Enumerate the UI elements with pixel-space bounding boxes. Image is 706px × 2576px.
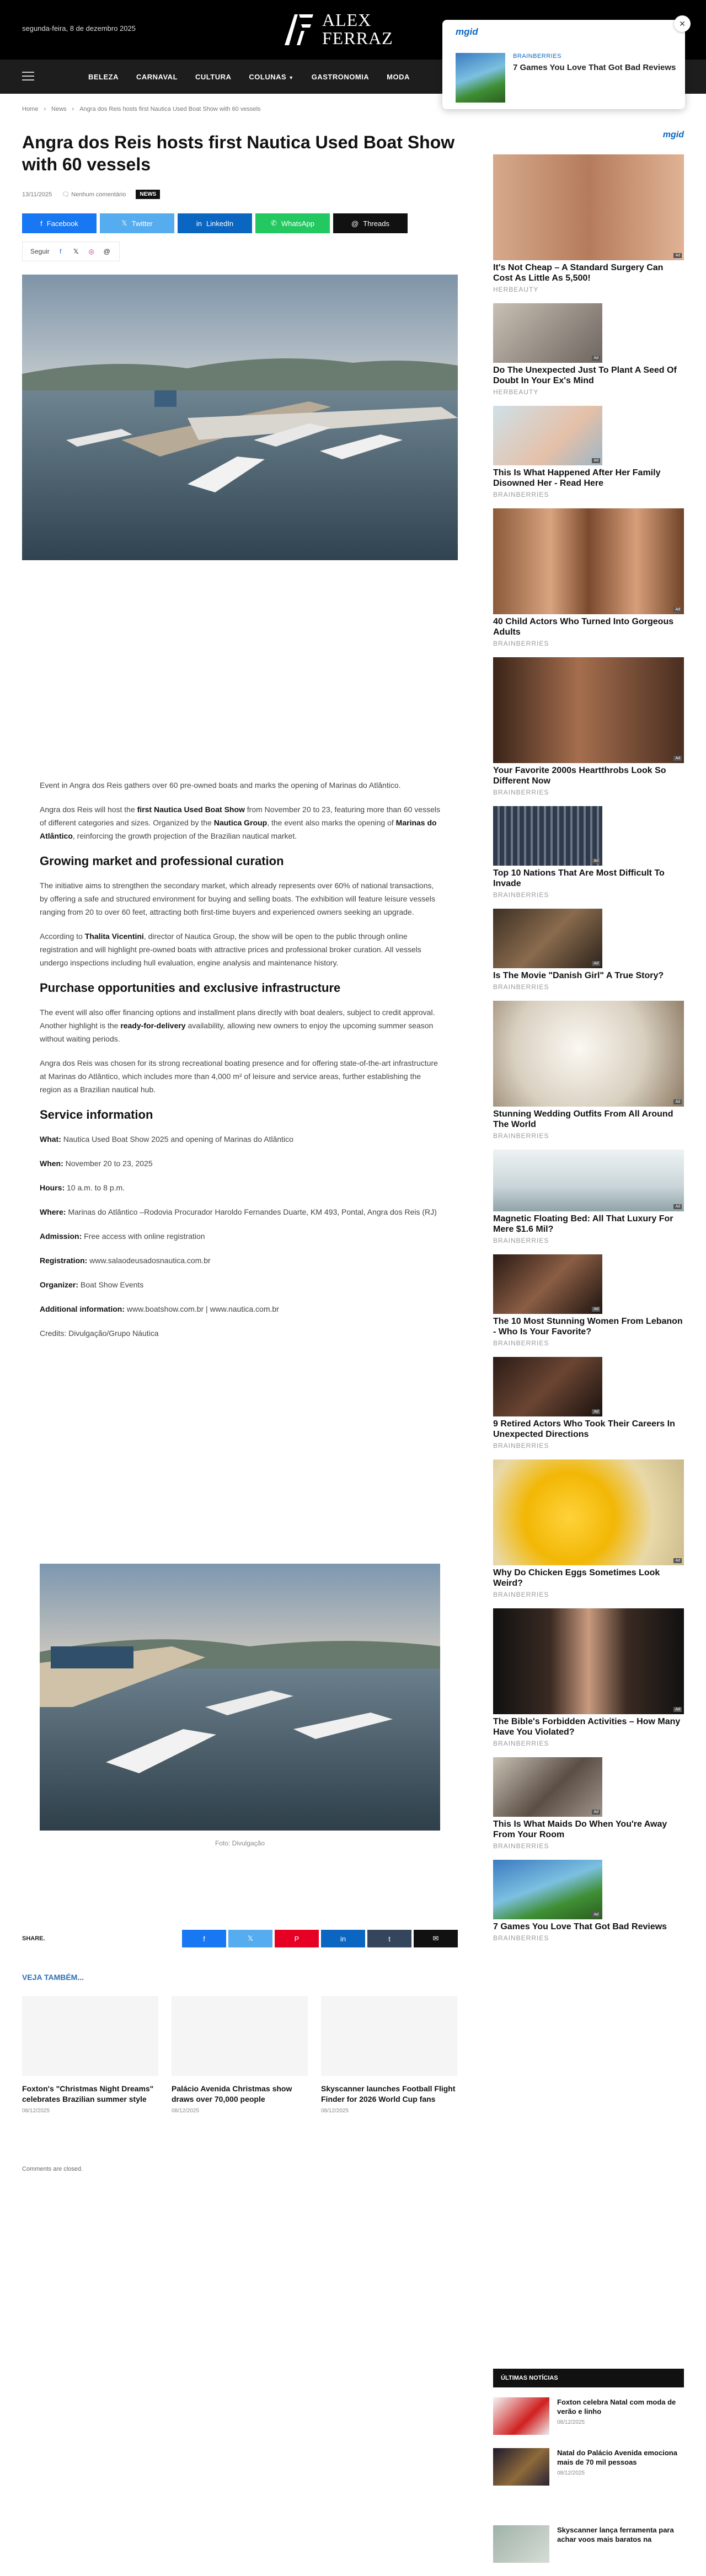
related-heading: VEJA TAMBÉM... bbox=[22, 1973, 84, 1982]
ad-title[interactable]: This Is What Maids Do When You're Away From Your Room bbox=[493, 1820, 667, 1839]
nav-item-beleza[interactable]: BELEZA bbox=[88, 72, 119, 81]
related-date: 08/12/2025 bbox=[321, 2108, 349, 2114]
tumblr-icon[interactable]: t bbox=[367, 1930, 411, 1947]
x-icon: 𝕏 bbox=[121, 219, 127, 227]
ad-thumbnail[interactable] bbox=[493, 508, 684, 614]
category-badge[interactable]: NEWS bbox=[136, 190, 160, 199]
info-value: Free access with online registration bbox=[82, 1232, 205, 1241]
sponsored-ad[interactable] bbox=[493, 806, 684, 899]
chevron-down-icon: ▼ bbox=[288, 74, 294, 80]
related-thumbnail[interactable] bbox=[22, 1996, 158, 2076]
mgid-logo: mgid bbox=[456, 26, 478, 37]
sidebar-ads bbox=[493, 154, 684, 1952]
share-label: Threads bbox=[363, 219, 389, 228]
linkedin-icon[interactable]: in bbox=[321, 1930, 365, 1947]
related-thumbnail[interactable] bbox=[321, 1996, 457, 2076]
credits: Credits: Divulgação/Grupo Náutica bbox=[40, 1329, 159, 1338]
text: availability, allowing new owners to enjoy the upcoming summer season without waiting periods. bbox=[40, 1021, 434, 1043]
sponsored-ad[interactable] bbox=[493, 1254, 684, 1347]
article-image bbox=[40, 1564, 440, 1831]
share-label: LinkedIn bbox=[206, 219, 234, 228]
text-strong: Marinas do Atlântico bbox=[40, 818, 437, 840]
ad-badge: Ad bbox=[592, 1912, 600, 1917]
ad-thumbnail[interactable] bbox=[493, 657, 684, 763]
article-paragraph bbox=[40, 803, 441, 842]
info-line bbox=[40, 1278, 441, 1291]
logo-line-2: FERRAZ bbox=[322, 28, 393, 48]
info-label: Additional information: bbox=[40, 1305, 125, 1313]
text-strong: first Nautica Used Boat Show bbox=[137, 805, 245, 814]
ad-thumbnail[interactable] bbox=[493, 303, 602, 363]
related-title[interactable]: Foxton's "Christmas Night Dreams" celebrates Brazilian summer style bbox=[22, 2084, 154, 2103]
ad-title[interactable]: The Bible's Forbidden Activities – How Many Have You Violated? bbox=[493, 1717, 681, 1737]
info-line bbox=[40, 1157, 441, 1170]
latest-news-title[interactable]: Natal do Palácio Avenida emociona mais de 70 mil pessoas bbox=[557, 2449, 677, 2466]
ad-source: BRAINBERRIES bbox=[493, 1442, 549, 1450]
nav-item-label: COLUNAS bbox=[249, 72, 287, 81]
ad-thumbnail[interactable] bbox=[493, 1254, 602, 1314]
ad-source: BRAINBERRIES bbox=[493, 1591, 549, 1598]
latest-news-thumbnail[interactable] bbox=[493, 2397, 549, 2435]
nav-item-colunas[interactable] bbox=[249, 73, 293, 81]
popup-ad-title[interactable]: 7 Games You Love That Got Bad Reviews bbox=[513, 63, 676, 72]
sponsored-ad[interactable] bbox=[493, 154, 684, 293]
comment-icon: 🗨 bbox=[62, 191, 70, 198]
info-label: When: bbox=[40, 1159, 63, 1168]
info-value: www.salaodeusadosnautica.com.br bbox=[87, 1256, 211, 1265]
section-heading: Service information bbox=[40, 1108, 153, 1121]
text-strong: Thalita Vicentini bbox=[84, 932, 144, 941]
comments-link[interactable] bbox=[62, 191, 126, 198]
share-whatsapp-button[interactable] bbox=[255, 213, 330, 233]
share-bar-bottom bbox=[22, 1930, 458, 1947]
popup-ad[interactable] bbox=[442, 20, 685, 109]
ad-badge: Ad bbox=[673, 1707, 682, 1712]
ad-source: BRAINBERRIES bbox=[493, 1934, 549, 1942]
ad-thumbnail[interactable] bbox=[493, 154, 684, 260]
article-paragraph: The initiative aims to strengthen the secondary market, which already represents over 60% of national transactions, by offering a safe and structured environment for buying and selling boats. The exhibition will feature leisure vessels ranging from 20 to over 60 feet, attracting both first-time buyers and experienced owners seeking an upgrade. bbox=[40, 881, 436, 916]
ad-badge: Ad bbox=[592, 356, 600, 361]
threads-icon[interactable]: @ bbox=[103, 248, 110, 255]
ad-title[interactable]: It's Not Cheap – A Standard Surgery Can Cost As Little As 5,500! bbox=[493, 263, 664, 283]
ad-source: BRAINBERRIES bbox=[493, 788, 549, 796]
comments-count: Nenhum comentário bbox=[71, 191, 126, 198]
info-value: www.boatshow.com.br | www.nautica.com.br bbox=[124, 1305, 279, 1313]
latest-news-list bbox=[493, 2397, 684, 2576]
text: The event will also offer financing options and installment plans directly with boat dealers, subject to credit approval. Another highlight is the bbox=[40, 1008, 435, 1030]
share-label: Twitter bbox=[131, 219, 153, 228]
ad-title[interactable]: Is The Movie "Danish Girl" A True Story? bbox=[493, 971, 664, 980]
related-date: 08/12/2025 bbox=[172, 2108, 200, 2114]
mgid-logo[interactable]: mgid bbox=[662, 130, 684, 139]
threads-icon: @ bbox=[351, 219, 359, 228]
latest-news-title[interactable]: Foxton celebra Natal com moda de verão e linho bbox=[557, 2398, 676, 2416]
related-posts bbox=[22, 1996, 458, 2114]
sponsored-ad[interactable] bbox=[493, 1001, 684, 1140]
header-date: segunda-feira, 8 de dezembro 2025 bbox=[22, 24, 136, 33]
article-date: 13/11/2025 bbox=[22, 191, 52, 198]
info-line bbox=[40, 1181, 441, 1194]
latest-news-title[interactable]: Skyscanner lança ferramenta para achar voos mais baratos na bbox=[557, 2526, 674, 2543]
ad-badge: Ad bbox=[673, 253, 682, 258]
info-value: Boat Show Events bbox=[78, 1280, 144, 1289]
sponsored-ad[interactable] bbox=[493, 909, 684, 991]
ad-thumbnail[interactable] bbox=[493, 806, 602, 866]
article-paragraph bbox=[40, 930, 441, 969]
logo-mark-icon bbox=[281, 11, 314, 47]
ad-title[interactable]: 40 Child Actors Who Turned Into Gorgeous Adults bbox=[493, 617, 674, 637]
ad-source: BRAINBERRIES bbox=[493, 983, 549, 991]
sponsored-ad[interactable] bbox=[493, 1757, 684, 1850]
info-value: November 20 to 23, 2025 bbox=[63, 1159, 153, 1168]
follow-label: Seguir bbox=[30, 248, 50, 255]
sponsored-ad[interactable] bbox=[493, 1860, 684, 1942]
breadcrumb-home[interactable]: Home bbox=[22, 106, 39, 112]
chevron-right-icon: › bbox=[44, 106, 46, 112]
related-post[interactable] bbox=[321, 1996, 457, 2114]
nav-item-gastronomia[interactable]: GASTRONOMIA bbox=[311, 72, 370, 81]
info-value: 10 a.m. to 8 p.m. bbox=[65, 1183, 125, 1192]
text: , the event also marks the opening of bbox=[267, 818, 396, 827]
section-heading: Purchase opportunities and exclusive infrastructure bbox=[40, 981, 341, 995]
text: , director of Nautica Group, the show will be open to the public through online registration and will highlight pre-owned boats with attractive prices and professional broker curation. All vessels undergo inspections including hull evaluation, engine analysis and maintenance history. bbox=[40, 932, 421, 967]
close-icon[interactable]: ✕ bbox=[674, 15, 691, 32]
latest-news-heading: ÚLTIMAS NOTÍCIAS bbox=[493, 2369, 684, 2387]
ad-title[interactable]: This Is What Happened After Her Family Disowned Her - Read Here bbox=[493, 468, 661, 488]
nav-item-moda[interactable]: MODA bbox=[387, 72, 410, 81]
ad-title[interactable]: 9 Retired Actors Who Took Their Careers In Unexpected Directions bbox=[493, 1419, 675, 1439]
ad-source: BRAINBERRIES bbox=[493, 1339, 549, 1347]
follow-bar bbox=[22, 242, 120, 261]
x-icon[interactable]: 𝕏 bbox=[228, 1930, 272, 1947]
nav-item-cultura[interactable]: CULTURA bbox=[195, 72, 232, 81]
related-title[interactable]: Palácio Avenida Christmas show draws over 70,000 people bbox=[172, 2084, 292, 2103]
share-buttons-top bbox=[22, 213, 408, 233]
related-post[interactable] bbox=[22, 1996, 158, 2114]
info-line bbox=[40, 1302, 441, 1316]
text: According to bbox=[40, 932, 85, 941]
ad-thumbnail[interactable] bbox=[493, 1459, 684, 1565]
breadcrumb-current: Angra dos Reis hosts first Nautica Used Boat Show with 60 vessels bbox=[79, 106, 261, 112]
share-label: SHARE. bbox=[22, 1935, 45, 1942]
text-strong: Nautica Group bbox=[213, 818, 268, 827]
sponsored-ad[interactable] bbox=[493, 508, 684, 647]
text-strong: ready-for-delivery bbox=[120, 1021, 186, 1030]
whatsapp-icon: ✆ bbox=[271, 219, 277, 227]
site-logo[interactable] bbox=[281, 11, 393, 47]
text: from November 20 to 23, featuring more than 60 vessels of different categories and sizes. Organized by the bbox=[40, 805, 440, 827]
facebook-icon[interactable]: f bbox=[60, 248, 62, 255]
article-lead: Event in Angra dos Reis gathers over 60 pre-owned boats and marks the opening of Marinas do Atlântico. bbox=[40, 781, 401, 790]
related-thumbnail[interactable] bbox=[172, 1996, 308, 2076]
ad-thumbnail[interactable] bbox=[493, 1608, 684, 1714]
ad-thumbnail[interactable] bbox=[493, 1150, 684, 1211]
ad-thumbnail[interactable] bbox=[493, 406, 602, 465]
sponsored-ad[interactable] bbox=[493, 1150, 684, 1244]
ad-badge: Ad bbox=[592, 961, 600, 966]
ad-title[interactable]: 7 Games You Love That Got Bad Reviews bbox=[493, 1922, 667, 1931]
ad-thumbnail[interactable] bbox=[493, 909, 602, 968]
ad-thumbnail[interactable] bbox=[493, 1757, 602, 1817]
ad-source: BRAINBERRIES bbox=[493, 491, 549, 498]
share-linkedin-button[interactable] bbox=[178, 213, 252, 233]
latest-news-thumbnail[interactable] bbox=[493, 2448, 549, 2486]
breadcrumb-section[interactable]: News bbox=[51, 106, 67, 112]
nav-menu bbox=[88, 60, 410, 94]
ad-badge: Ad bbox=[592, 458, 600, 463]
article-meta bbox=[22, 190, 160, 199]
popup-ad-source: BRAINBERRIES bbox=[513, 53, 561, 60]
latest-news-date: 08/12/2025 bbox=[557, 2419, 585, 2425]
ad-source: BRAINBERRIES bbox=[493, 1237, 549, 1244]
ad-title[interactable]: Your Favorite 2000s Heartthrobs Look So Different Now bbox=[493, 766, 666, 786]
ad-thumbnail[interactable] bbox=[493, 1001, 684, 1107]
share-twitter-button[interactable] bbox=[100, 213, 174, 233]
latest-news-date: 08/12/2025 bbox=[557, 2470, 585, 2476]
pinterest-icon[interactable]: P bbox=[275, 1930, 319, 1947]
ad-badge: Ad bbox=[673, 1204, 682, 1209]
sponsored-ad[interactable] bbox=[493, 303, 684, 396]
logo-line-1: ALEX bbox=[322, 10, 372, 30]
ad-title[interactable]: Stunning Wedding Outfits From All Around The World bbox=[493, 1109, 673, 1129]
sponsored-ad[interactable] bbox=[493, 657, 684, 796]
ad-source: HERBEAUTY bbox=[493, 286, 539, 293]
share-facebook-button[interactable] bbox=[22, 213, 97, 233]
info-label: Hours: bbox=[40, 1183, 65, 1192]
ad-thumbnail[interactable] bbox=[493, 1357, 602, 1416]
text: Angra dos Reis will host the bbox=[40, 805, 137, 814]
related-title[interactable]: Skyscanner launches Football Flight Finder for 2026 World Cup fans bbox=[321, 2084, 456, 2103]
email-icon[interactable]: ✉ bbox=[414, 1930, 458, 1947]
text: , reinforcing the growth projection of the Brazilian nautical market. bbox=[72, 831, 297, 840]
ad-badge: Ad bbox=[673, 1558, 682, 1563]
ad-title[interactable]: Why Do Chicken Eggs Sometimes Look Weird? bbox=[493, 1568, 660, 1588]
sponsored-ad[interactable] bbox=[493, 1357, 684, 1450]
popup-ad-thumbnail[interactable] bbox=[456, 53, 505, 103]
instagram-icon[interactable]: ◎ bbox=[88, 248, 94, 255]
article-title: Angra dos Reis hosts first Nautica Used Boat Show with 60 vessels bbox=[22, 132, 455, 174]
info-line bbox=[40, 1254, 441, 1267]
info-value: Marinas do Atlântico –Rodovia Procurador Haroldo Fernandes Duarte, KM 493, Pontal, Angra dos Reis (RJ) bbox=[66, 1208, 437, 1216]
ad-source: BRAINBERRIES bbox=[493, 891, 549, 899]
ad-title[interactable]: Top 10 Nations That Are Most Difficult To Invade bbox=[493, 868, 665, 888]
ad-badge: Ad bbox=[592, 858, 600, 863]
latest-news-item[interactable] bbox=[493, 2448, 684, 2487]
logo-text bbox=[322, 11, 393, 47]
hero-image bbox=[22, 275, 458, 560]
article-paragraph: Angra dos Reis was chosen for its strong recreational boating presence and for offering state-of-the-art infrastructure at Marinas do Atlântico, which includes more than 4,000 m² of leisure and service areas, further establishing the region as a Brazilian nautical hub. bbox=[40, 1059, 438, 1094]
ad-source: HERBEAUTY bbox=[493, 388, 539, 396]
breadcrumb bbox=[22, 106, 261, 112]
ad-title[interactable]: The 10 Most Stunning Women From Lebanon - Who Is Your Favorite? bbox=[493, 1317, 683, 1337]
info-label: Registration: bbox=[40, 1256, 88, 1265]
ad-thumbnail[interactable] bbox=[493, 1860, 602, 1919]
share-label: WhatsApp bbox=[281, 219, 314, 228]
info-line bbox=[40, 1205, 441, 1219]
comments-closed-notice: Comments are closed. bbox=[22, 2166, 83, 2172]
facebook-icon[interactable]: f bbox=[182, 1930, 226, 1947]
info-label: Where: bbox=[40, 1208, 66, 1216]
info-line bbox=[40, 1230, 441, 1243]
share-label: Facebook bbox=[46, 219, 78, 228]
facebook-icon: f bbox=[40, 219, 42, 228]
sponsored-ad[interactable] bbox=[493, 1459, 684, 1598]
ad-title[interactable]: Do The Unexpected Just To Plant A Seed Of Doubt In Your Ex's Mind bbox=[493, 366, 677, 385]
info-label: Admission: bbox=[40, 1232, 82, 1241]
share-buttons-bottom bbox=[182, 1930, 458, 1947]
info-value: Nautica Used Boat Show 2025 and opening of Marinas do Atlântico bbox=[61, 1135, 293, 1144]
latest-news-item[interactable] bbox=[493, 2397, 684, 2436]
chevron-right-icon: › bbox=[72, 106, 74, 112]
image-caption: Foto: Divulgação bbox=[215, 1839, 265, 1847]
article-body bbox=[40, 779, 441, 1351]
sponsored-ad[interactable] bbox=[493, 1608, 684, 1747]
related-post[interactable] bbox=[172, 1996, 308, 2114]
linkedin-icon: in bbox=[196, 219, 202, 228]
ad-title[interactable]: Magnetic Floating Bed: All That Luxury For Mere $1.6 Mil? bbox=[493, 1214, 673, 1234]
sponsored-ad[interactable] bbox=[493, 406, 684, 498]
x-icon[interactable]: 𝕏 bbox=[73, 248, 79, 255]
ad-badge: Ad bbox=[673, 1099, 682, 1104]
nav-item-carnaval[interactable]: CARNAVAL bbox=[136, 72, 178, 81]
ad-source: BRAINBERRIES bbox=[493, 1842, 549, 1850]
ad-badge: Ad bbox=[592, 1409, 600, 1414]
ad-badge: Ad bbox=[592, 1810, 600, 1815]
ad-badge: Ad bbox=[673, 607, 682, 612]
article-paragraph bbox=[40, 1006, 441, 1045]
ad-badge: Ad bbox=[673, 756, 682, 761]
info-label: What: bbox=[40, 1135, 61, 1144]
ad-source: BRAINBERRIES bbox=[493, 1132, 549, 1140]
info-line bbox=[40, 1133, 441, 1146]
latest-news-item[interactable] bbox=[493, 2525, 684, 2564]
info-label: Organizer: bbox=[40, 1280, 79, 1289]
ad-source: BRAINBERRIES bbox=[493, 640, 549, 647]
related-date: 08/12/2025 bbox=[22, 2108, 50, 2114]
share-threads-button[interactable] bbox=[333, 213, 408, 233]
section-heading: Growing market and professional curation bbox=[40, 854, 284, 868]
hamburger-menu-icon[interactable] bbox=[22, 72, 34, 80]
ad-source: BRAINBERRIES bbox=[493, 1740, 549, 1747]
ad-badge: Ad bbox=[592, 1307, 600, 1312]
latest-news-thumbnail[interactable] bbox=[493, 2525, 549, 2563]
